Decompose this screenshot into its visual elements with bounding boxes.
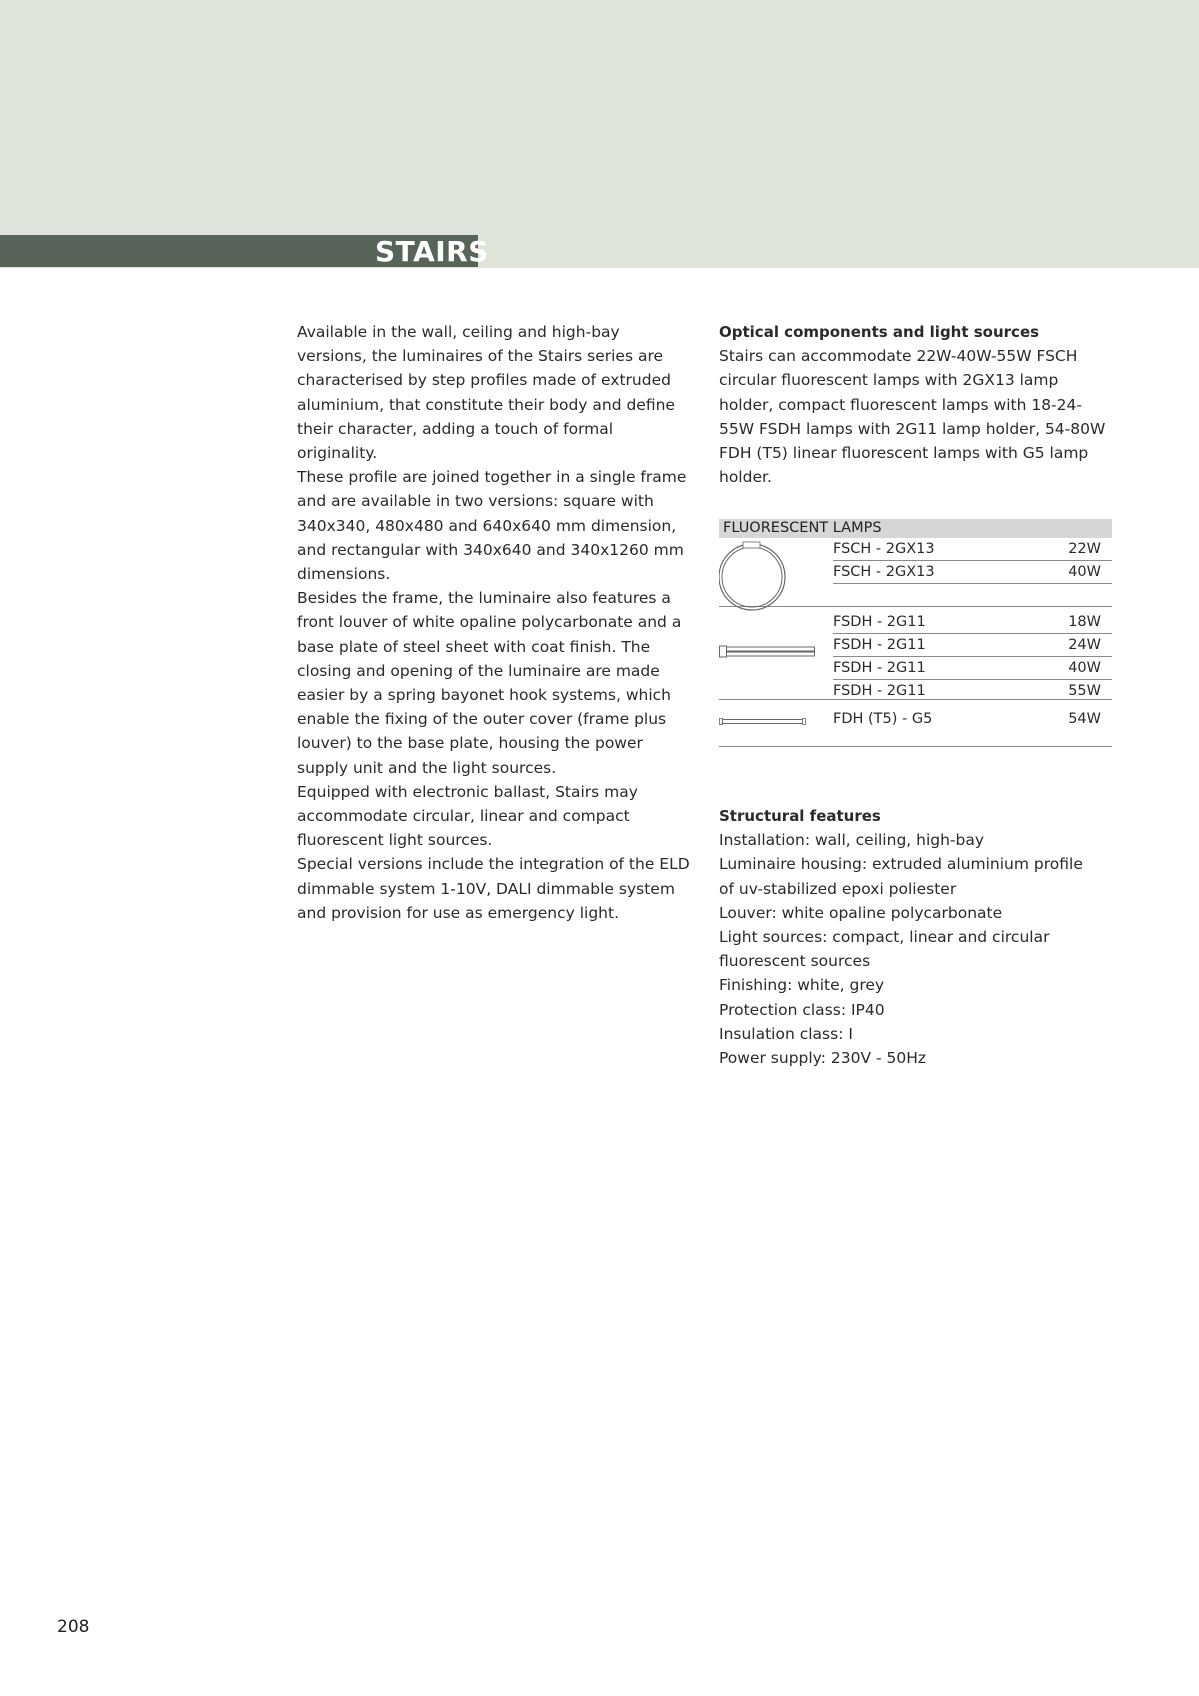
description-column	[297, 320, 692, 925]
compact-lamp-icon	[719, 644, 819, 660]
page-title: STAIRS	[375, 235, 489, 268]
lamp-wattage: 40W	[1068, 660, 1101, 676]
description-paragraph: Equipped with electronic ballast, Stairs may accommodate circular, linear and compact fluorescent light sources.	[297, 782, 638, 850]
lamp-code: FSDH - 2G11	[833, 614, 926, 630]
circular-lamp-icon	[719, 540, 799, 612]
lamp-row	[833, 561, 1112, 584]
optical-heading: Optical components and light sources	[719, 323, 1040, 341]
structural-section	[719, 804, 1112, 1070]
lamp-wattage: 40W	[1068, 564, 1101, 580]
lamp-row	[833, 708, 1112, 730]
lamp-code: FDH (T5) - G5	[833, 711, 933, 727]
description-paragraph: These profile are joined together in a single frame and are available in two versions: square with 340x340, 480x480 and 640x640 mm dimension, and rectangular with 340x640 and 340x1260 mm dimensions.	[297, 468, 687, 584]
structural-line: Luminaire housing: extruded aluminium profile	[719, 855, 1083, 874]
structural-line: Insulation class: I	[719, 1024, 853, 1043]
page-number: 208	[57, 1617, 90, 1637]
optical-section	[719, 320, 1112, 489]
lamp-wattage: 22W	[1068, 541, 1101, 557]
lamp-group-compact	[719, 607, 1112, 700]
lamp-row	[833, 611, 1112, 634]
lamp-wattage: 55W	[1068, 683, 1101, 699]
lamp-code: FSDH - 2G11	[833, 683, 926, 699]
lamps-table	[719, 519, 1112, 747]
lamp-code: FSCH - 2GX13	[833, 564, 935, 580]
lamp-wattage: 18W	[1068, 614, 1101, 630]
structural-line: Protection class: IP40	[719, 1000, 885, 1019]
lamp-row	[833, 634, 1112, 657]
structural-line: Louver: white opaline polycarbonate	[719, 903, 1003, 922]
lamp-row	[833, 657, 1112, 680]
linear-lamp-icon	[719, 717, 809, 727]
description-paragraph: Special versions include the integration of the ELD dimmable system 1-10V, DALI dimmable system and provision for use as emergency light.	[297, 855, 690, 922]
lamp-group-circular	[719, 538, 1112, 607]
lamp-row	[833, 680, 1112, 702]
optical-text: Stairs can accommodate 22W-40W-55W FSCH circular fluorescent lamps with 2GX13 lamp holder, compact fluorescent lamps with 18-24-55W FSDH lamps with 2G11 lamp holder, 54-80W FDH (T5) linear fluorescent lamps with G5 lamp holder.	[719, 347, 1106, 487]
lamp-group-linear	[719, 700, 1112, 747]
structural-line: Power supply: 230V - 50Hz	[719, 1049, 927, 1068]
description-paragraph: Available in the wall, ceiling and high-bay versions, the luminaires of the Stairs series are characterised by step profiles made of extruded aluminium, that constitute their body and define their character, adding a touch of formal originality.	[297, 323, 675, 463]
description-paragraph: Besides the frame, the luminaire also features a front louver of white opaline polycarbonate and a base plate of steel sheet with coat finish. The closing and opening of the luminaire are made easier by a spring bayonet hook systems, which enable the fixing of the outer cover (frame plus louver) to the base plate, housing the power supply unit and the light sources.	[297, 589, 682, 777]
structural-line: of uv-stabilized epoxi poliester	[719, 879, 957, 898]
structural-line: Light sources: compact, linear and circular fluorescent sources	[719, 928, 1050, 971]
lamps-table-header: FLUORESCENT LAMPS	[719, 519, 1112, 538]
header-band	[0, 0, 1199, 268]
lamp-wattage: 24W	[1068, 637, 1101, 653]
structural-line: Finishing: white, grey	[719, 976, 885, 995]
lamp-row	[833, 538, 1112, 561]
lamp-code: FSDH - 2G11	[833, 660, 926, 676]
lamp-wattage: 54W	[1068, 711, 1101, 727]
structural-heading: Structural features	[719, 807, 881, 825]
lamp-code: FSCH - 2GX13	[833, 541, 935, 557]
lamp-code: FSDH - 2G11	[833, 637, 926, 653]
structural-line: Installation: wall, ceiling, high-bay	[719, 831, 985, 850]
